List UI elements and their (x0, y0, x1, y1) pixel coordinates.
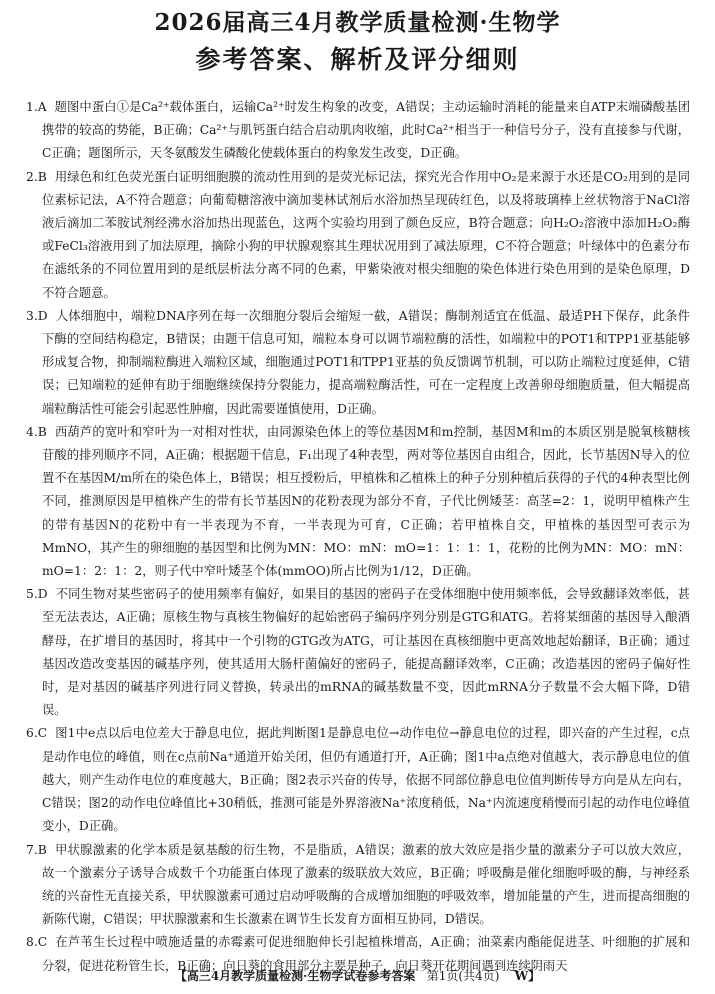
page-footer (0, 968, 715, 984)
footer-code: W】 (514, 969, 541, 983)
answer-number: 4.B (26, 424, 47, 439)
answer-item (26, 839, 690, 932)
answer-number: 8.C (26, 935, 48, 950)
answer-number: 6.C (26, 726, 48, 741)
answer-number: 1.A (26, 100, 47, 114)
answer-number: 5.D (26, 587, 48, 602)
answer-item (26, 583, 690, 722)
answer-number: 2.B (26, 169, 47, 184)
answer-item (26, 305, 690, 421)
answer-item (26, 722, 690, 838)
answer-item (26, 96, 690, 166)
answer-explanation: 西葫芦的宽叶和窄叶为一对相对性状，由同源染色体上的等位基因M和m控制，基因M和m的本质区别是脱氧核糖核苷酸的排列顺序不同，A正确；根据题干信息，F₁出现了4种表型，两对等位基因自由组合，因此，长节基因N导入的位置不在基因M/m所在的染色体上，B错误；相互授粉后，甲植株和乙植株上的种子分别种植后获得的子代的4种表型比例不同，推测原因是甲植株产生的带有长节基因N的花粉表现为部分不育，子代比例矮茎：高茎=2：1，说明甲植株产生的带有基因N的花粉中有一半表现为不育，一半表现为可育，C正确；若甲植株自交，甲植株的基因型可表示为MmNO，其产生的卵细胞的基因型和比例为MN：MO：mN：mO=1：1：1：1，花粉的比例为MN：MO：mN：mO=1：2：1：2，则子代中窄叶矮茎个体(mmOO)所占比例为1/12，D正确。 (42, 424, 690, 579)
answer-explanation: 在芦苇生长过程中喷施适量的赤霉素可促进细胞伸长引起植株增高，A正确；油菜素内酯能促进茎、叶细胞的扩展和分裂，促进花粉管生长，B正确；向日葵的食用部分主要是种子，向日葵开花期间遇到连续阴雨天 (42, 935, 690, 973)
answer-item (26, 166, 690, 305)
answer-explanation: 人体细胞中，端粒DNA序列在每一次细胞分裂后会缩短一截，A错误；酶制剂适宜在低温、最适PH下保存，此条件下酶的空间结构稳定，B错误；由题干信息可知，端粒本身可以调节端粒酶的活性，如端粒中的POT1和TPP1亚基能够形成复合物，抑制端粒酶进入端粒区域，细胞通过POT1和TPP1亚基的负反馈调节机制，可以防止端粒过度延伸，C错误；已知端粒的延伸有助于细胞继续保持分裂能力，提高端粒酶活性，可在一定程度上改善卵母细胞质量，但大幅提高端粒酶活性可能会引起恶性肿瘤，因此需要谨慎使用，D正确。 (42, 308, 690, 416)
document-title: 2026届高三4月教学质量检测·生物学 (154, 9, 561, 36)
answer-explanation: 题图中蛋白①是Ca²⁺载体蛋白，运输Ca²⁺时发生构象的改变，A错误；主动运输时消耗的能量来自ATP末端磷酸基团携带的较高的势能，B正确；Ca²⁺与肌钙蛋白结合启动肌肉收缩，此时Ca²⁺相当于一种信号分子，没有直接参与代谢，C正确；题图所示，天冬氨酸发生磷酸化使载体蛋白的构象发生改变，D正确。 (42, 100, 690, 161)
footer-title: 【高三4月教学质量检测·生物学试卷参考答案 (174, 969, 416, 983)
answer-explanation: 用绿色和红色荧光蛋白证明细胞膜的流动性用到的是荧光标记法，探究光合作用中O₂是来源于水还是CO₂用到的是同位素标记法，A不符合题意；向葡萄糖溶液中滴加斐林试剂后水浴加热呈现砖红色，以及将玻璃棒上丝状物溶于NaCl溶液后滴加二苯胺试剂经沸水浴加热出现蓝色，这两个实验均用到了颜色反应，B符合题意；向H₂O₂溶液中添加H₂O₂酶或FeCl₃溶液用到了加法原理，摘除小狗的甲状腺观察其生理状况用到了减法原理，C不符合题意；叶绿体中的色素分布在滤纸条的不同位置用到的是纸层析法分离不同的色素，甲紫染液对根尖细胞的染色体进行染色用到的是染色原理，D不符合题意。 (42, 169, 690, 300)
answer-list (26, 96, 690, 978)
answer-explanation: 图1中e点以后电位差大于静息电位，据此判断图1是静息电位→动作电位→静息电位的过程，即兴奋的产生过程，c点是动作电位的峰值，则在c点前Na⁺通道开始关闭，但仍有通道打开，A正确；图1中a点绝对值越大，表示静息电位的值越大，则产生动作电位的难度越大，B正确；图2表示兴奋的传导，依据不同部位静息电位值判断传导方向是从左向右，C错误；图2的动作电位峰值比+30稍低，推测可能是外界溶液Na⁺浓度稍低，Na⁺内流速度稍慢而引起的动作电位峰值变小，D正确。 (42, 726, 691, 834)
answer-explanation: 不同生物对某些密码子的使用频率有偏好，如果目的基因的密码子在受体细胞中使用频率低，会导致翻译效率低，甚至无法表达，A正确；原核生物与真核生物偏好的起始密码子编码序列分别是GTG和ATG。若将某细菌的基因导入酿酒酵母，在扩增目的基因时，将其中一个引物的GTG改为ATG，可让基因在真核细胞中更高效地起始翻译，B正确；通过基因改造改变基因的碱基序列，使其适用大肠杆菌偏好的密码子，能提高翻译效率，C正确；改造基因的密码子偏好性时，是对基因的碱基序列进行同义替换，转录出的mRNA的碱基数量不变，因此mRNA分子数量不会大幅下降，D错误。 (42, 587, 690, 718)
answer-explanation: 甲状腺激素的化学本质是氨基酸的衍生物，不是脂质，A错误；激素的放大效应是指少量的激素分子可以放大效应，故一个激素分子诱导合成数千个功能蛋白体现了激素的级联放大效应，B正确；呼吸酶是催化细胞呼吸的酶，与神经系统的兴奋性无直接关系，甲状腺激素可通过启动呼吸酶的合成增加细胞的呼吸效率，增加能量的产生，进而提高细胞的新陈代谢，C错误；甲状腺激素和生长激素在调节生长发育方面相互协同，D错误。 (42, 842, 690, 927)
answer-number: 3.D (26, 308, 48, 323)
document-subtitle: 参考答案、解析及评分细则 (195, 45, 520, 74)
footer-page-number: 第1页(共4页) (426, 969, 500, 983)
answer-number: 7.B (26, 842, 47, 857)
answer-item (26, 421, 690, 583)
